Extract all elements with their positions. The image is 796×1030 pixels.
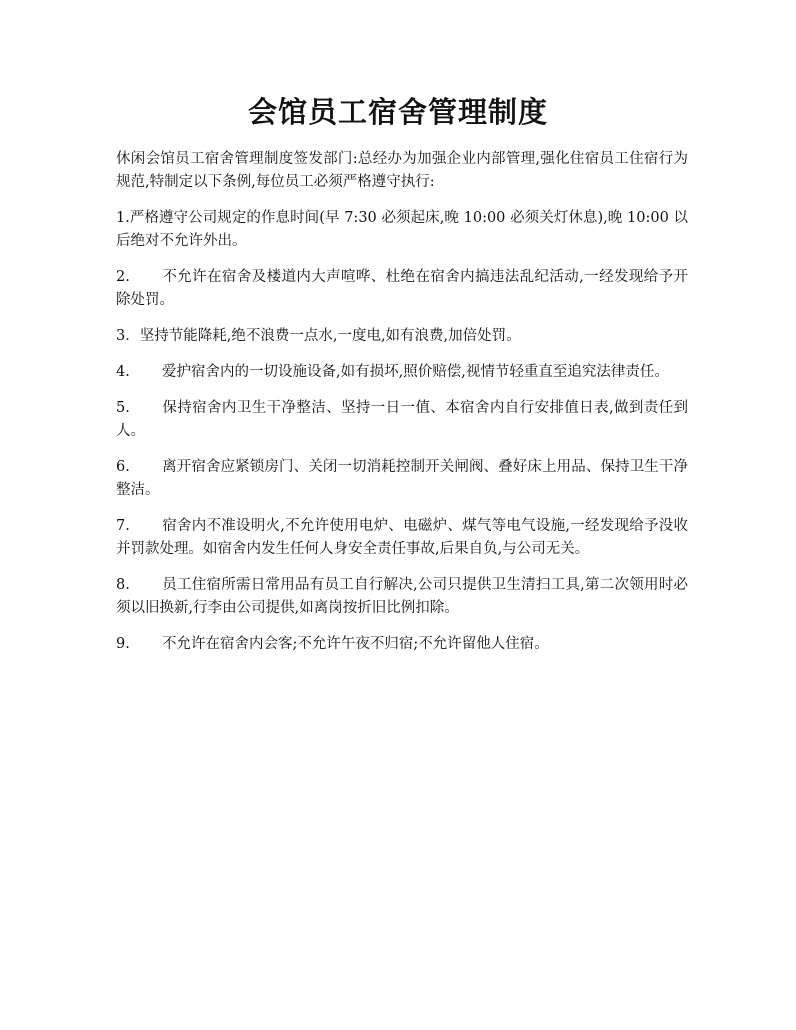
rule-number: 3．	[116, 328, 140, 344]
rule-text: 宿舍内不准设明火,不允许使用电炉、电磁炉、煤气等电气设施,一经发现给予没收并罚款处理。如宿舍内发生任何人身安全责任事故,后果自负,与公司无关。	[116, 518, 688, 557]
rule-text: 坚持节能降耗,绝不浪费一点水,一度电,如有浪费,加倍处罚。	[139, 328, 521, 344]
rule-number: 9.	[116, 636, 130, 652]
rule-3	[116, 325, 688, 348]
rule-5	[116, 397, 688, 443]
rule-number: 5.	[116, 400, 130, 416]
rule-text: 爱护宿舍内的一切设施设备,如有损坏,照价赔偿,视情节轻重直至追究法律责任。	[162, 364, 669, 380]
rule-text: 保持宿舍内卫生干净整洁、坚持一日一值、本宿舍内自行安排值日表,做到责任到人。	[116, 400, 688, 439]
rule-text: 离开宿舍应紧锁房门、关闭一切消耗控制开关闸阀、叠好床上用品、保持卫生干净整洁。	[116, 459, 688, 498]
document-title: 会馆员工宿舍管理制度	[247, 95, 548, 129]
rule-number: 7.	[116, 518, 130, 534]
rule-text: 不允许在宿舍及楼道内大声喧哗、杜绝在宿舍内搞违法乱纪活动,一经发现给予开除处罚。	[116, 269, 688, 308]
rule-number: 8.	[116, 577, 130, 593]
rule-9	[116, 633, 688, 656]
rule-number: 6.	[116, 459, 130, 475]
document-body	[116, 148, 688, 669]
rule-text: 员工住宿所需日常用品有员工自行解决,公司只提供卫生清扫工具,第二次领用时必须以旧换新,行李由公司提供,如离岗按折旧比例扣除。	[116, 577, 688, 616]
rule-7	[116, 515, 688, 561]
rule-8	[116, 574, 688, 620]
rule-1	[116, 207, 688, 253]
rule-text: 严格遵守公司规定的作息时间(早 7:30 必须起床,晚 10:00 必须关灯休息),晚 10:00 以后绝对不允许外出。	[116, 210, 688, 249]
rule-6	[116, 456, 688, 502]
rule-number: 2.	[116, 269, 130, 285]
rule-number: 1.	[116, 210, 130, 226]
intro-paragraph: 休闲会馆员工宿舍管理制度签发部门:总经办为加强企业内部管理,强化住宿员工住宿行为规范,特制定以下条例,每位员工必须严格遵守执行:	[116, 151, 688, 190]
rule-2	[116, 266, 688, 312]
rule-number: 4.	[116, 364, 130, 380]
rule-4	[116, 361, 688, 384]
rule-text: 不允许在宿舍内会客;不允许午夜不归宿;不允许留他人住宿。	[162, 636, 549, 652]
